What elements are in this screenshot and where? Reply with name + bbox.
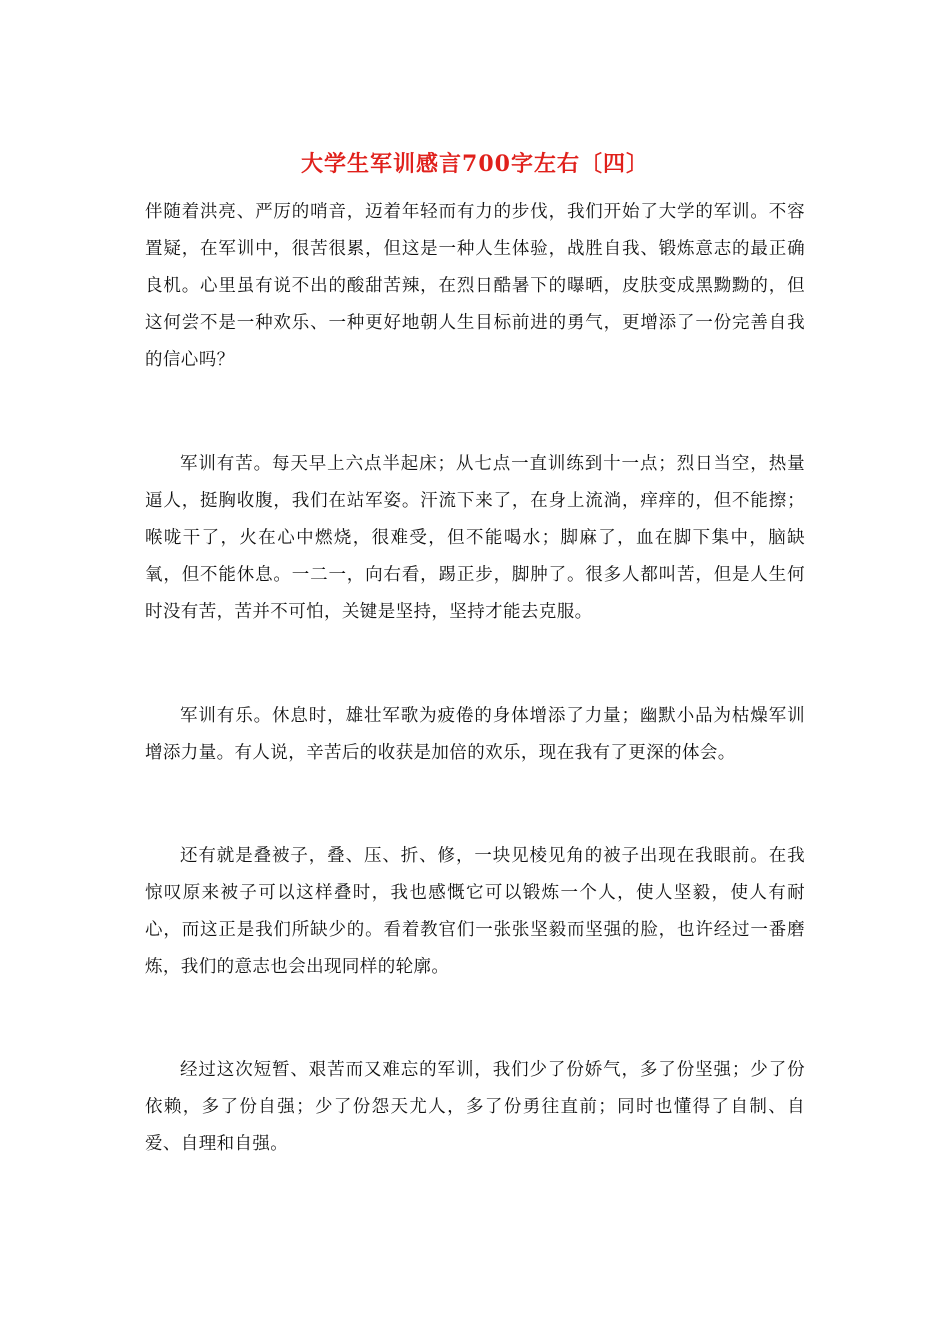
paragraph-folding-quilt: 还有就是叠被子，叠、压、折、修，一块见棱见角的被子出现在我眼前。在我惊叹原来被子可以这样叠时，我也感慨它可以锻炼一个人，使人坚毅，使人有耐心，而这正是我们所缺少的。看着教官们一张张坚毅而坚强的脸，也许经过一番磨炼，我们的意志也会出现同样的轮廓。 <box>145 846 805 977</box>
paragraph-joy: 军训有乐。休息时，雄壮军歌为疲倦的身体增添了力量；幽默小品为枯燥军训增添力量。有人说，辛苦后的收获是加倍的欢乐，现在我有了更深的体会。 <box>145 706 805 763</box>
paragraph-intro: 伴随着洪亮、严厉的哨音，迈着年轻而有力的步伐，我们开始了大学的军训。不容置疑，在军训中，很苦很累，但这是一种人生体验，战胜自我、锻炼意志的最正确良机。心里虽有说不出的酸甜苦辣，在烈日酷暑下的曝晒，皮肤变成黑黝黝的，但这何尝不是一种欢乐、一种更好地朝人生目标前进的勇气，更增添了一份完善自我的信心吗？ <box>145 202 805 370</box>
paragraph-conclusion: 经过这次短暂、艰苦而又难忘的军训，我们少了份娇气，多了份坚强；少了份依赖，多了份自强；少了份怨天尤人，多了份勇往直前；同时也懂得了自制、自爱、自理和自强。 <box>145 1060 805 1154</box>
document-title: 大学生军训感言700字左右〔四〕 <box>301 151 649 177</box>
paragraph-hardship: 军训有苦。每天早上六点半起床；从七点一直训练到十一点；烈日当空，热量逼人，挺胸收腹，我们在站军姿。汗流下来了，在身上流淌，痒痒的，但不能擦；喉咙干了，火在心中燃烧，很难受，但不能喝水；脚麻了，血在脚下集中，脑缺氧，但不能休息。一二一，向右看，踢正步，脚肿了。很多人都叫苦，但是人生何时没有苦，苦并不可怕，关键是坚持，坚持才能去克服。 <box>145 454 805 622</box>
